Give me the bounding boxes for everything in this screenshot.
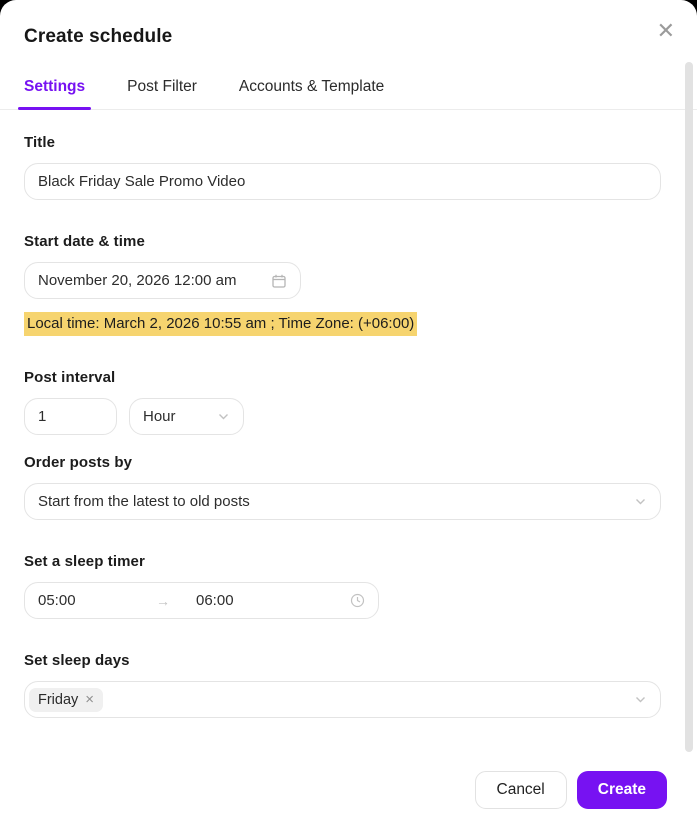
post-interval-label: Post interval [24,369,116,387]
modal-footer [475,771,668,809]
interval-unit-value: Hour [143,408,176,426]
arrow-right-icon: → [156,592,170,609]
start-datetime-label: Start date & time [24,233,145,250]
order-posts-select[interactable] [24,483,661,520]
sleep-start-time[interactable]: 05:00 [38,592,76,610]
interval-number-input[interactable] [24,398,117,435]
scrollbar[interactable] [685,62,693,752]
modal-header [0,0,697,48]
tab-accounts-template[interactable]: Accounts & Template [238,78,385,95]
chevron-down-icon [634,693,647,706]
sleep-end-time[interactable]: 06:00 [196,592,234,610]
selected-day-chips [29,688,634,712]
order-posts-label: Order posts by [24,454,133,472]
interval-unit-select[interactable] [129,398,244,435]
modal-body [0,110,697,718]
clock-icon [350,593,365,608]
sleep-timer-label: Set a sleep timer [24,553,145,571]
title-label: Title [24,134,56,151]
chevron-down-icon [634,495,647,508]
tab-bar [0,78,697,110]
title-input[interactable] [24,163,661,200]
start-datetime-input[interactable] [24,262,301,299]
post-interval-row [24,398,661,435]
local-time-note: Local time: March 2, 2026 10:55 am ; Time Zone: (+06:00) [24,312,417,336]
day-chip-friday [29,688,103,712]
chip-remove-icon[interactable]: × [85,691,95,709]
chevron-down-icon [217,410,230,423]
start-datetime-value: November 20, 2026 12:00 am [38,272,237,289]
calendar-icon [271,273,287,289]
close-icon[interactable]: ✕ [656,18,675,43]
sleep-days-label: Set sleep days [24,652,130,670]
page-title: Create schedule [24,26,173,47]
interval-number-value: 1 [38,408,47,426]
order-posts-value: Start from the latest to old posts [38,493,250,511]
sleep-timer-range-input[interactable] [24,582,379,619]
title-input-value: Black Friday Sale Promo Video [38,173,246,190]
create-button[interactable]: Create [577,771,667,809]
tab-post-filter[interactable]: Post Filter [127,78,197,95]
sleep-days-select[interactable] [24,681,661,718]
cancel-button[interactable]: Cancel [475,771,567,809]
tab-settings[interactable]: Settings [24,78,85,109]
day-chip-label: Friday [38,691,79,708]
